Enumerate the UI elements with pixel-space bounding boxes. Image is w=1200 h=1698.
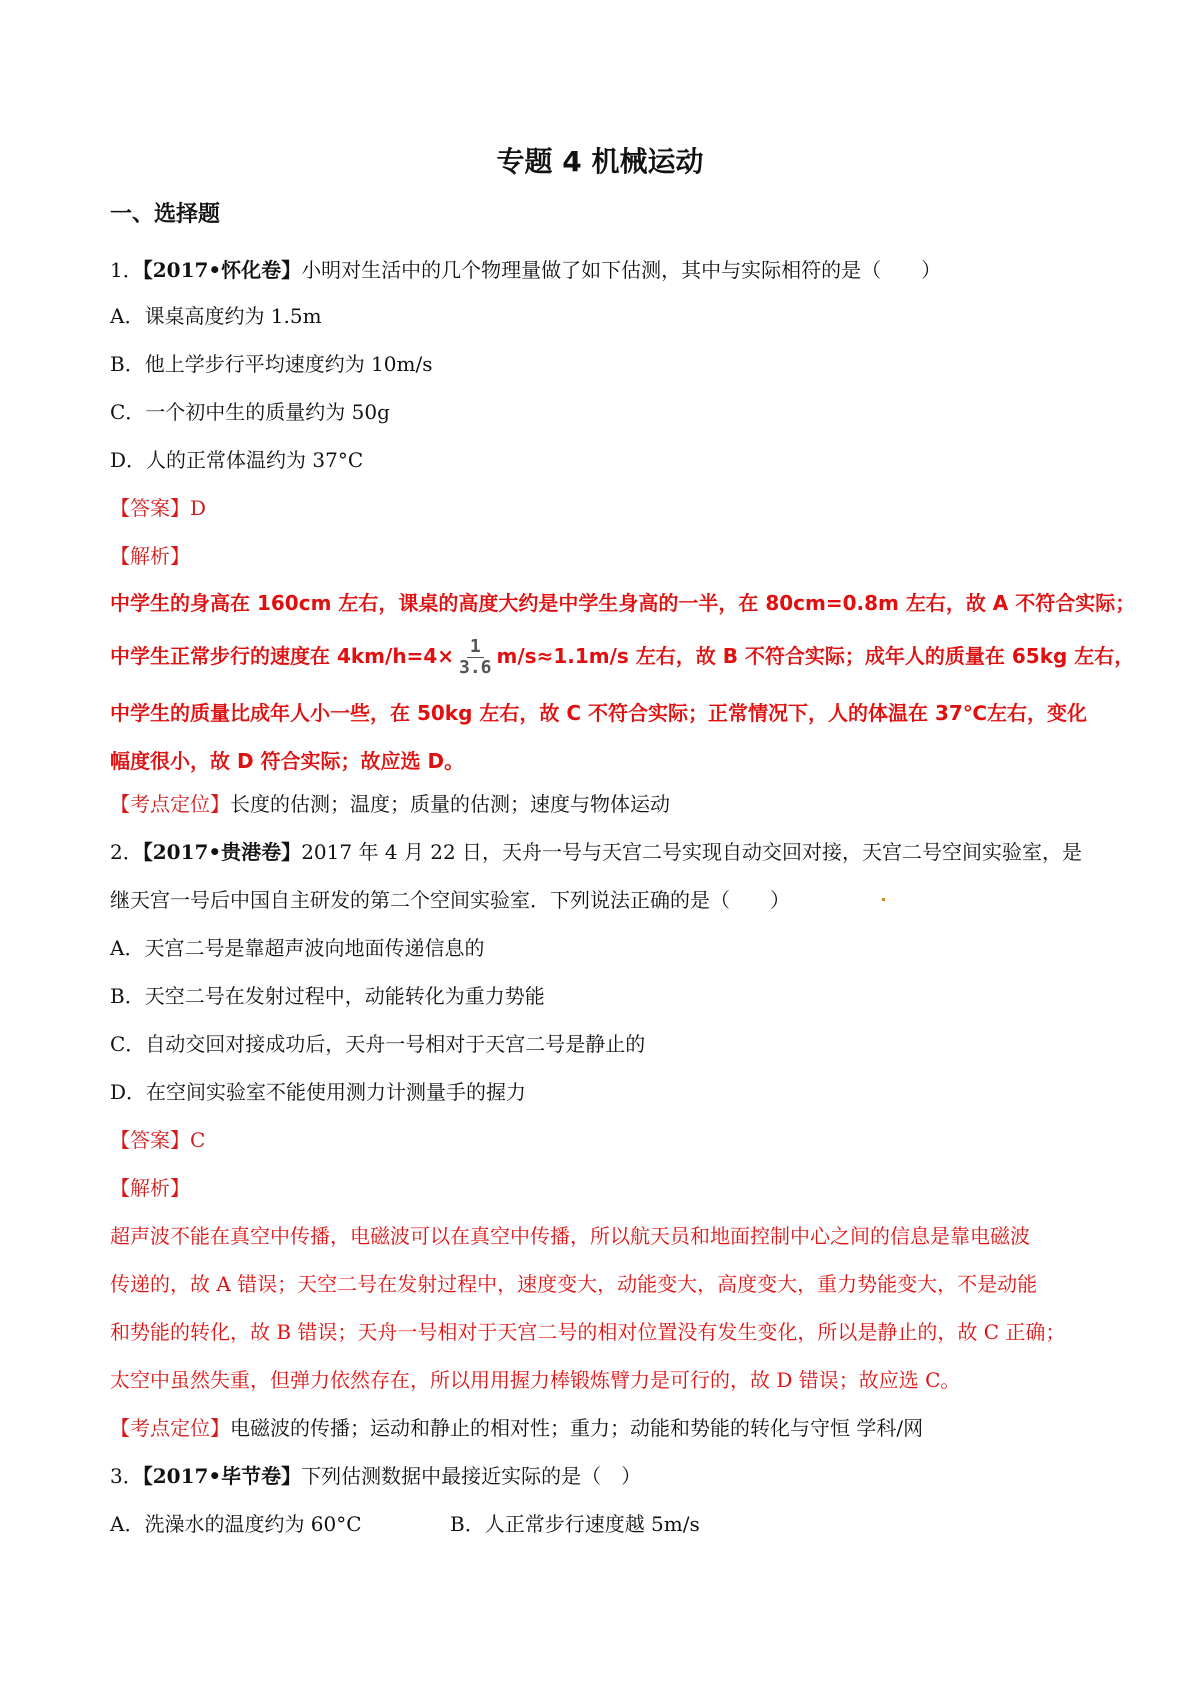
q3-stem-text: 下列估测数据中最接近实际的是（ ） <box>301 1464 642 1488</box>
q1-analysis-line: 中学生的质量比成年人小一些，在 50kg 左右，故 C 不符合实际；正常情况下，人的体温在 37℃左右，变化 <box>110 701 1087 725</box>
q3-option-a: A．洗澡水的温度约为 60°C <box>110 1512 362 1536</box>
q2-option-a: A．天宫二号是靠超声波向地面传递信息的 <box>110 936 485 960</box>
q2-analysis-line: 和势能的转化，故 B 错误；天舟一号相对于天宫二号的相对位置没有发生变化，所以是静止的，故 C 正确； <box>110 1320 1066 1344</box>
q1-analysis-fragment: 中学生正常步行的速度在 4km/h=4× <box>110 644 454 668</box>
q3-stem <box>110 1462 641 1490</box>
kaodian-label: 【考点定位】 <box>110 1416 230 1440</box>
q1-option-b: B．他上学步行平均速度约为 10m/s <box>110 352 433 376</box>
q1-analysis-fragment: m/s≈1.1m/s 左右，故 B 不符合实际；成年人的质量在 65kg 左右， <box>496 644 1135 668</box>
q1-analysis-line: 中学生的身高在 160cm 左右，课桌的高度大约是中学生身高的一半，在 80cm=0.8m 左右，故 A 不符合实际； <box>110 591 1136 615</box>
q2-option-c: C．自动交回对接成功后，天舟一号相对于天宫二号是静止的 <box>110 1032 646 1056</box>
q2-answer <box>110 1126 205 1154</box>
q2-stem-text: 2017 年 4 月 22 日，天舟一号与天宫二号实现自动交回对接，天宫二号空间实验室，是 <box>301 840 1083 864</box>
q2-option-b: B．天空二号在发射过程中，动能转化为重力势能 <box>110 984 545 1008</box>
q1-answer <box>110 494 206 522</box>
q2-option-d: D．在空间实验室不能使用测力计测量手的握力 <box>110 1080 527 1104</box>
kaodian-text: 长度的估测；温度；质量的估测；速度与物体运动 <box>230 792 670 816</box>
q1-analysis-line <box>110 637 1134 678</box>
q1-stem <box>110 256 941 284</box>
analysis-label: 【解析】 <box>110 1176 190 1200</box>
q2-stem-line <box>110 838 1082 866</box>
q2-stem-line: 继天宫一号后中国自主研发的第二个空间实验室．下列说法正确的是（ ） <box>110 888 790 912</box>
section-heading: 一、选择题 <box>110 202 221 227</box>
q1-analysis-label <box>110 542 190 570</box>
q2-analysis-line: 传递的，故 A 错误；天空二号在发射过程中，速度变大，动能变大，高度变大，重力势能变大，不是动能 <box>110 1272 1038 1296</box>
q3-source-tag: 【2017•毕节卷】 <box>142 1464 302 1488</box>
q2-analysis-label <box>110 1174 190 1202</box>
q2-analysis-line: 超声波不能在真空中传播，电磁波可以在真空中传播，所以航天员和地面控制中心之间的信息是靠电磁波 <box>110 1224 1030 1248</box>
q2-kaodian <box>110 1414 923 1442</box>
q1-analysis-line: 幅度很小，故 D 符合实际；故应选 D。 <box>110 749 465 773</box>
answer-label: 【答案】 <box>110 496 190 520</box>
q3-option-b: B．人正常步行速度越 5m/s <box>450 1512 700 1536</box>
q1-option-c: C．一个初中生的质量约为 50g <box>110 400 390 424</box>
q1-source-tag: 【2017•怀化卷】 <box>142 258 302 282</box>
answer-value: C <box>190 1128 206 1152</box>
fraction <box>456 637 495 678</box>
q1-number: 1． <box>110 258 143 282</box>
fraction-numerator: 1 <box>467 637 484 658</box>
q3-number: 3． <box>110 1464 143 1488</box>
document-title: 专题 4 机械运动 <box>496 145 704 178</box>
kaodian-text: 电磁波的传播；运动和静止的相对性；重力；动能和势能的转化与守恒 学科/网 <box>230 1416 924 1440</box>
fraction-denominator: 3.6 <box>459 657 492 678</box>
q2-source-tag: 【2017•贵港卷】 <box>142 840 302 864</box>
analysis-label: 【解析】 <box>110 544 190 568</box>
answer-value: D <box>190 496 207 520</box>
q2-number: 2． <box>110 840 143 864</box>
stray-mark <box>882 898 885 901</box>
answer-label: 【答案】 <box>110 1128 190 1152</box>
q1-option-d: D．人的正常体温约为 37°C <box>110 448 364 472</box>
q1-option-a: A．课桌高度约为 1.5m <box>110 304 322 328</box>
q2-analysis-line: 太空中虽然失重，但弹力依然存在，所以用用握力棒锻炼臂力是可行的，故 D 错误；故应选 C。 <box>110 1368 961 1392</box>
q1-stem-text: 小明对生活中的几个物理量做了如下估测，其中与实际相符的是（ ） <box>301 258 942 282</box>
kaodian-label: 【考点定位】 <box>110 792 230 816</box>
q1-kaodian <box>110 790 670 818</box>
